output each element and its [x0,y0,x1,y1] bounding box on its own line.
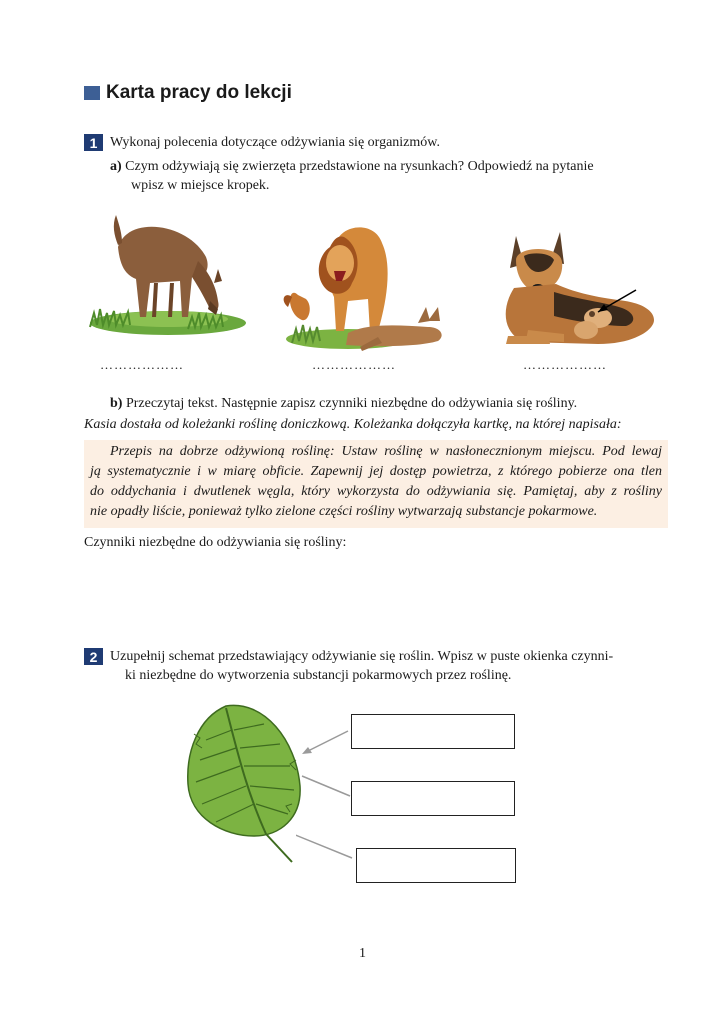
answer-dots-2[interactable]: ……………… [312,357,396,372]
deer-illustration [88,205,250,337]
task1a-line1: Czym odżywiają się zwierzęta przedstawione na rysunkach? Odpowiedź na pytanie [125,159,594,174]
page-title: Karta pracy do lekcji [106,82,292,103]
task1b-text [110,394,577,414]
task2-instruction-line2: ki niezbędne do wytworzenia substancji pokarmowych przez roślinę. [125,668,512,683]
task-number-badge: 2 [84,648,103,665]
recipe-note [84,440,668,528]
task1b-instruction: Przeczytaj tekst. Następnie zapisz czynniki niezbędne do odżywiania się rośliny. [125,396,578,411]
recipe-line: ją systematycznie i w miarę obficie. Zapewnij jej dostęp powietrza, z którego pobierze ona tlen [90,464,662,479]
page-number: 1 [359,946,366,961]
task1a-label: a) [110,159,122,174]
task1b-label: b) [110,396,123,411]
answer-dots-3[interactable]: ……………… [523,357,607,372]
arrows [296,712,356,862]
task1-instruction: Wykonaj polecenia dotyczące odżywiania się organizmów. [110,135,440,150]
task1a-text [110,157,594,177]
answer-box-3[interactable] [356,848,516,883]
factors-label: Czynniki niezbędne do odżywiania się rośliny: [84,535,347,550]
answer-box-2[interactable] [351,781,515,816]
answer-box-1[interactable] [351,714,515,749]
worksheet-header [84,82,292,104]
task2-instruction-line1: Uzupełnij schemat przedstawiający odżywianie się roślin. Wpisz w puste okienka czynni- [110,649,614,664]
dog-illustration [494,226,660,352]
task-number-badge: 1 [84,134,103,151]
story-text: Kasia dostała od koleżanki roślinę doniczkową. Koleżanka dołączyła kartkę, na której napisała: [84,417,622,432]
task1a-line2: wpisz w miejsce kropek. [131,178,270,193]
recipe-line: nie opadły liście, ponieważ tylko zielone części rośliny wytwarzają substancje pokarmowe. [90,504,598,519]
answer-dots-1[interactable]: ……………… [100,357,184,372]
lion-illustration [278,215,464,357]
title-square-icon [84,86,100,100]
recipe-line: do oddychania i dwutlenek węgla, który wykorzysta do odżywiania się. Pamiętaj, aby z rośliny [90,484,662,499]
recipe-line: Przepis na dobrze odżywioną roślinę: Ustaw roślinę w nasłonecznionym miejscu. Pod lewaj [110,444,662,459]
